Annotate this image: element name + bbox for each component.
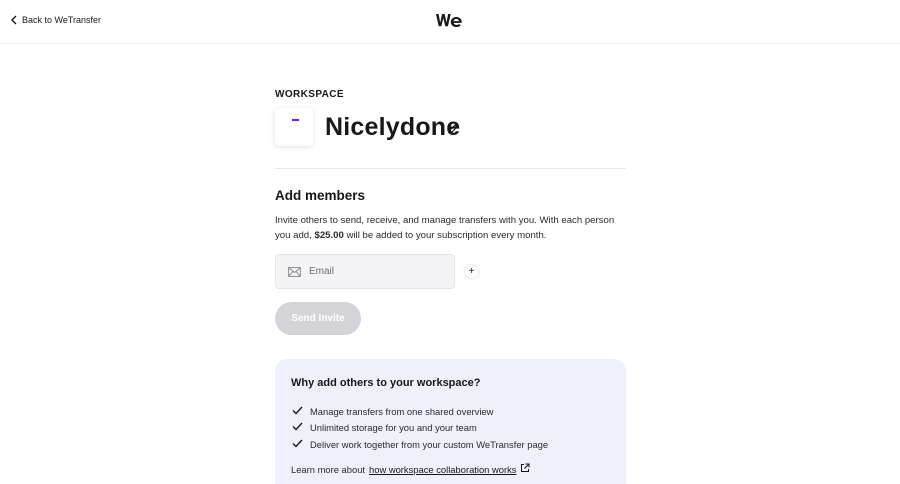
workspace-name: Nicelydone	[325, 113, 461, 141]
learn-more-prefix: Learn more about	[291, 463, 366, 475]
check-icon	[292, 439, 310, 450]
info-card-title: Why add others to your workspace?	[291, 377, 481, 389]
check-icon	[292, 406, 310, 417]
learn-more-row	[291, 463, 530, 475]
benefit-text: Deliver work together from your custom WeTransfer page	[310, 438, 549, 450]
top-bar	[0, 0, 900, 44]
benefit-text: Manage transfers from one shared overview	[310, 405, 494, 417]
collaboration-help-link[interactable]: how workspace collaboration works	[369, 463, 517, 475]
workspace-eyebrow: WORKSPACE	[275, 89, 344, 100]
check-icon	[292, 422, 310, 433]
list-item	[292, 436, 548, 453]
add-email-row-button[interactable]: +	[465, 265, 478, 278]
benefits-list	[292, 403, 548, 453]
external-link-icon	[516, 463, 530, 475]
benefit-text: Unlimited storage for you and your team	[310, 422, 477, 434]
add-members-description	[275, 213, 626, 243]
chevron-left-icon	[10, 15, 18, 25]
envelope-icon	[288, 267, 301, 277]
list-item	[292, 403, 548, 420]
price-amount: $25.00	[314, 230, 344, 241]
workspace-avatar[interactable]	[275, 108, 313, 146]
send-invite-button[interactable]: Send Invite	[275, 302, 361, 335]
wetransfer-logo[interactable]	[436, 13, 464, 32]
why-add-others-card	[275, 359, 626, 484]
description-text: Invite others to send, receive, and manage transfers with you. With each person you add,	[275, 215, 615, 241]
pencil-icon[interactable]	[447, 122, 460, 140]
divider	[275, 168, 626, 169]
avatar-mark	[292, 119, 299, 121]
email-input[interactable]	[309, 266, 439, 277]
add-members-title: Add members	[275, 188, 366, 203]
email-field[interactable]	[275, 254, 455, 289]
back-link-label: Back to WeTransfer	[22, 15, 102, 25]
list-item	[292, 420, 548, 437]
description-text-end: will be added to your subscription every month.	[346, 230, 547, 241]
back-to-wetransfer-link[interactable]	[10, 15, 101, 25]
